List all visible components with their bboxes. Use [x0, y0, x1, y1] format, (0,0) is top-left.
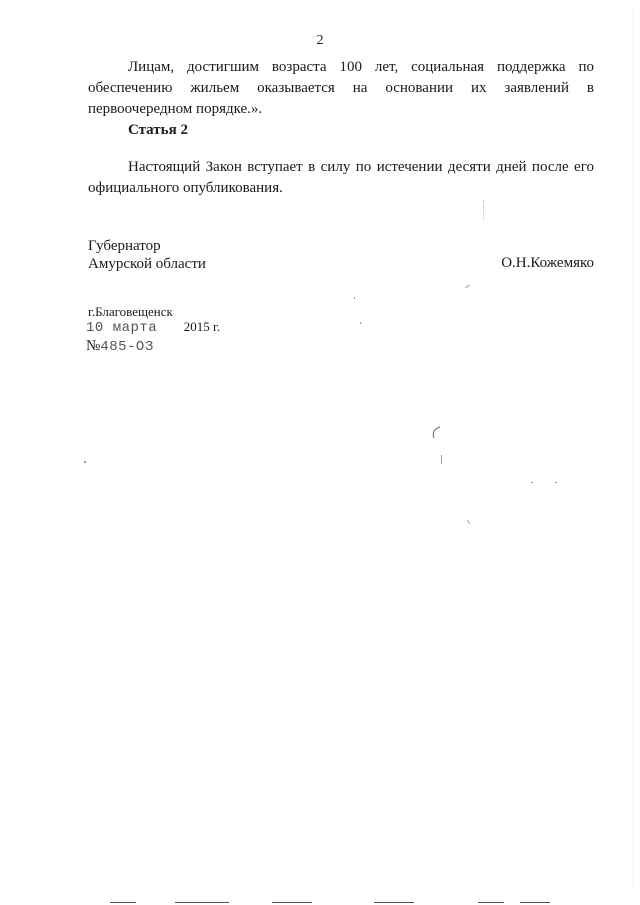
pen-mark	[428, 424, 444, 444]
bottom-edge-line	[272, 902, 312, 903]
paragraph-1-text: Лицам, достигшим возраста 100 лет, социальная поддержка по обеспечению жильем оказывается на основании их заявлений в первоочередном порядке.».	[88, 59, 594, 117]
bottom-edge-line	[175, 902, 229, 903]
scan-speck	[354, 297, 355, 299]
article-heading: Статья 2	[128, 122, 188, 138]
bottom-edge-line	[478, 902, 504, 903]
signing-date	[86, 319, 220, 336]
bottom-edge-line	[520, 902, 550, 903]
date-year: 2015 г.	[183, 319, 221, 334]
page-number: 2	[316, 33, 324, 48]
scan-speck	[441, 455, 442, 464]
scan-speck	[531, 482, 533, 483]
bottom-edge-line	[110, 902, 136, 903]
signatory-title-line-1: Губернатор	[88, 238, 161, 254]
scan-speck	[467, 520, 470, 524]
date-day-month: 10 марта	[86, 320, 158, 336]
bottom-edge-line	[374, 902, 414, 903]
paragraph-2	[88, 157, 594, 199]
signatory-name: О.Н.Кожемяко	[501, 255, 594, 271]
scan-speck	[555, 482, 557, 483]
scan-speck	[84, 461, 86, 463]
scan-speck	[465, 285, 470, 289]
law-number-prefix: №	[86, 338, 101, 354]
law-number	[86, 338, 154, 355]
signatory-title-line-2: Амурской области	[88, 256, 206, 272]
scan-speck	[360, 322, 361, 324]
signatory-title	[88, 237, 206, 273]
scan-edge	[633, 10, 634, 890]
scan-dots	[483, 200, 484, 220]
place-of-signing: г.Благовещенск	[88, 304, 173, 319]
law-number-value: 485-ОЗ	[100, 339, 154, 355]
paragraph-1	[88, 57, 594, 120]
paragraph-2-text: Настоящий Закон вступает в силу по истечении десяти дней после его официального опубликования.	[88, 159, 594, 196]
